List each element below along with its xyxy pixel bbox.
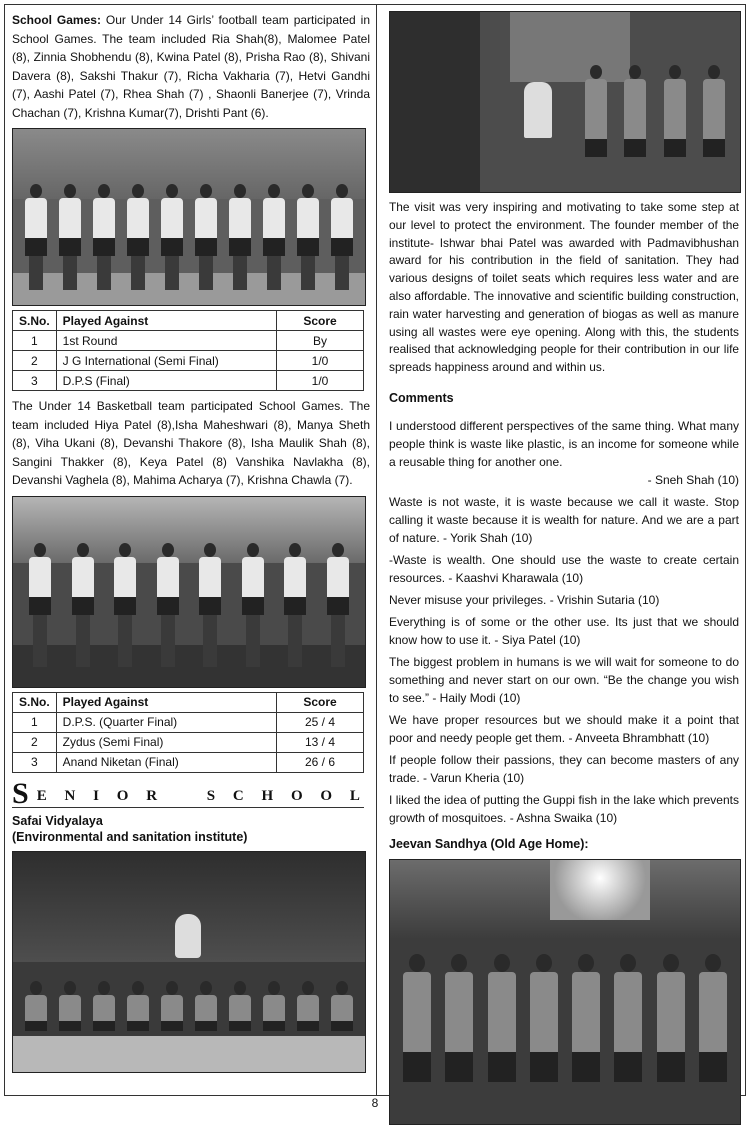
header-played-against: Played Against (56, 311, 276, 331)
table-row (13, 712, 364, 732)
table-row (13, 371, 364, 391)
visit-title-line-1: Safai Vidyalaya (12, 813, 103, 828)
banner-letter: I (93, 787, 99, 804)
comment-item: Waste is not waste, it is waste because we call it waste. Stop calling it waste because it is wealth for nature. And we are a part of nature. - Yorik Shah (10) (389, 494, 739, 545)
left-column (5, 5, 377, 1095)
safai-vidyalaya-group-photo (12, 851, 366, 1073)
header-sno: S.No. (13, 692, 57, 712)
comment-item: Never misuse your privileges. - Vrishin Sutaria (10) (389, 592, 660, 607)
cell-sno: 3 (13, 752, 57, 772)
banner-letter: L (349, 787, 360, 804)
comments-title: Comments (389, 390, 454, 405)
banner-letter: N (64, 787, 76, 804)
table-header-row (13, 311, 364, 331)
comment-text: I understood different perspectives of the same thing. What many people think is waste like plastic, is an income for someone while a reusable thing for another one. (389, 418, 739, 469)
basketball-results-table (12, 692, 364, 773)
header-sno: S.No. (13, 311, 57, 331)
cell-against: Zydus (Semi Final) (56, 732, 276, 752)
right-column (382, 5, 745, 1095)
comments-list (389, 417, 739, 827)
banner-letter: O (320, 787, 333, 804)
cell-against: Anand Niketan (Final) (56, 752, 276, 772)
football-results-table (12, 310, 364, 391)
banner-letter: H (261, 787, 274, 804)
page-number: 8 (371, 1096, 379, 1110)
cell-against: D.P.S (Final) (56, 371, 276, 391)
banner-letter: S (206, 787, 216, 804)
banner-letter: E (36, 787, 47, 804)
visit-title (12, 813, 370, 845)
school-games-paragraph (12, 11, 370, 122)
cell-sno: 1 (13, 712, 57, 732)
comment-item (389, 417, 739, 489)
table-row (13, 351, 364, 371)
cell-score: 25 / 4 (277, 712, 364, 732)
statue (175, 914, 201, 958)
table-row (13, 752, 364, 772)
comment-item: I liked the idea of putting the Guppi fish in the lake which prevents growth of mosquitoes. - Ashna Swaika (10) (389, 792, 739, 825)
comment-author: - Sneh Shah (10) (647, 472, 739, 487)
cell-against: J G International (Semi Final) (56, 351, 276, 371)
table-row (13, 331, 364, 351)
table-header-row (13, 692, 364, 712)
basketball-team-photo (12, 496, 366, 688)
cell-sno: 2 (13, 351, 57, 371)
banner-letter: O (290, 787, 303, 804)
banner-letter: R (146, 787, 158, 804)
football-team-photo (12, 128, 366, 306)
header-score: Score (277, 692, 364, 712)
header-score: Score (277, 311, 364, 331)
visit-demonstration-photo (389, 11, 741, 193)
cell-against: 1st Round (56, 331, 276, 351)
banner-letter: C (232, 787, 244, 804)
comment-item: We have proper resources but we should make it a point that poor and needy people get them. - Anveeta Bhrambhatt (10) (389, 712, 739, 745)
visit-paragraph: The visit was very inspiring and motivating to take some step at our level to protect the environment. The founder member of the institute- Ishwar bhai Patel was awarded with Padmavibhushan award for his contribution in the field of sanitation. They had various designs of toilet seats which requires less water and are also affordable. The innovative and scientific building construction, rain water harvesting and generation of biogas as well as manure using all wastes were eye opening. Along with this, the students realised that acknowledging people for their contribution in our life spreads happiness around and within us. (389, 200, 739, 375)
cell-score: 26 / 6 (277, 752, 364, 772)
comment-item: If people follow their passions, they can become masters of any trade. - Varun Kheria (10) (389, 752, 739, 785)
school-games-intro: Our Under 14 Girls’ football team participated in School Games. The team included Ria Shah(8), Malomee Patel (8), Zinnia Shobhendu (8), Kwina Patel (8), Prisha Rao (8), Shivani Davera (8), Sakshi Thakur (7), Richa Vakharia (7), Hetvi Gandhi (7), Aashi Patel (7), Rhea Shah (7) , Shaonli Banerjee (7), Vrinda Chachan (7), Krishna Kumar(7), Drishti Pant (6). (12, 13, 370, 120)
comment-item: -Waste is wealth. One should use the waste to create certain resources. - Kaashvi Kharawala (10) (389, 552, 739, 585)
cell-against: D.P.S. (Quarter Final) (56, 712, 276, 732)
comment-item: Everything is of some or the other use. Its just that we should know how to use it. - Siya Patel (10) (389, 614, 739, 647)
header-played-against: Played Against (56, 692, 276, 712)
school-games-title: School Games: (12, 13, 101, 27)
senior-school-initial: S (12, 776, 29, 810)
table-row (13, 732, 364, 752)
old-age-home-title: Jeevan Sandhya (Old Age Home): (389, 836, 589, 851)
cell-score: 1/0 (277, 371, 364, 391)
cell-sno: 3 (13, 371, 57, 391)
banner-letter: O (116, 787, 129, 804)
cell-score: By (277, 331, 364, 351)
senior-school-banner (12, 776, 364, 810)
comment-item: The biggest problem in humans is we will wait for someone to do something and never start on our own. “Be the change you wish to see.” - Haily Modi (10) (389, 654, 739, 705)
cell-score: 13 / 4 (277, 732, 364, 752)
newsletter-page (4, 4, 746, 1096)
cell-sno: 2 (13, 732, 57, 752)
cell-score: 1/0 (277, 351, 364, 371)
visit-title-line-2: (Environmental and sanitation institute) (12, 829, 248, 844)
senior-school-letters (29, 788, 364, 807)
old-age-home-photo (389, 859, 741, 1125)
cell-sno: 1 (13, 331, 57, 351)
basketball-paragraph: The Under 14 Basketball team participated School Games. The team included Hiya Patel (8),Isha Maheshwari (8), Manya Sheth (8), Viha Ukani (8), Devanshi Thakore (8), Isha Maulik Shah (8), Sangini Thakker (8), Keya Patel (8) Vanshika Navlakha (8), Devanshi Vaghela (8), Mahima Acharya (7), Krishna Chawla (7). (12, 399, 370, 487)
